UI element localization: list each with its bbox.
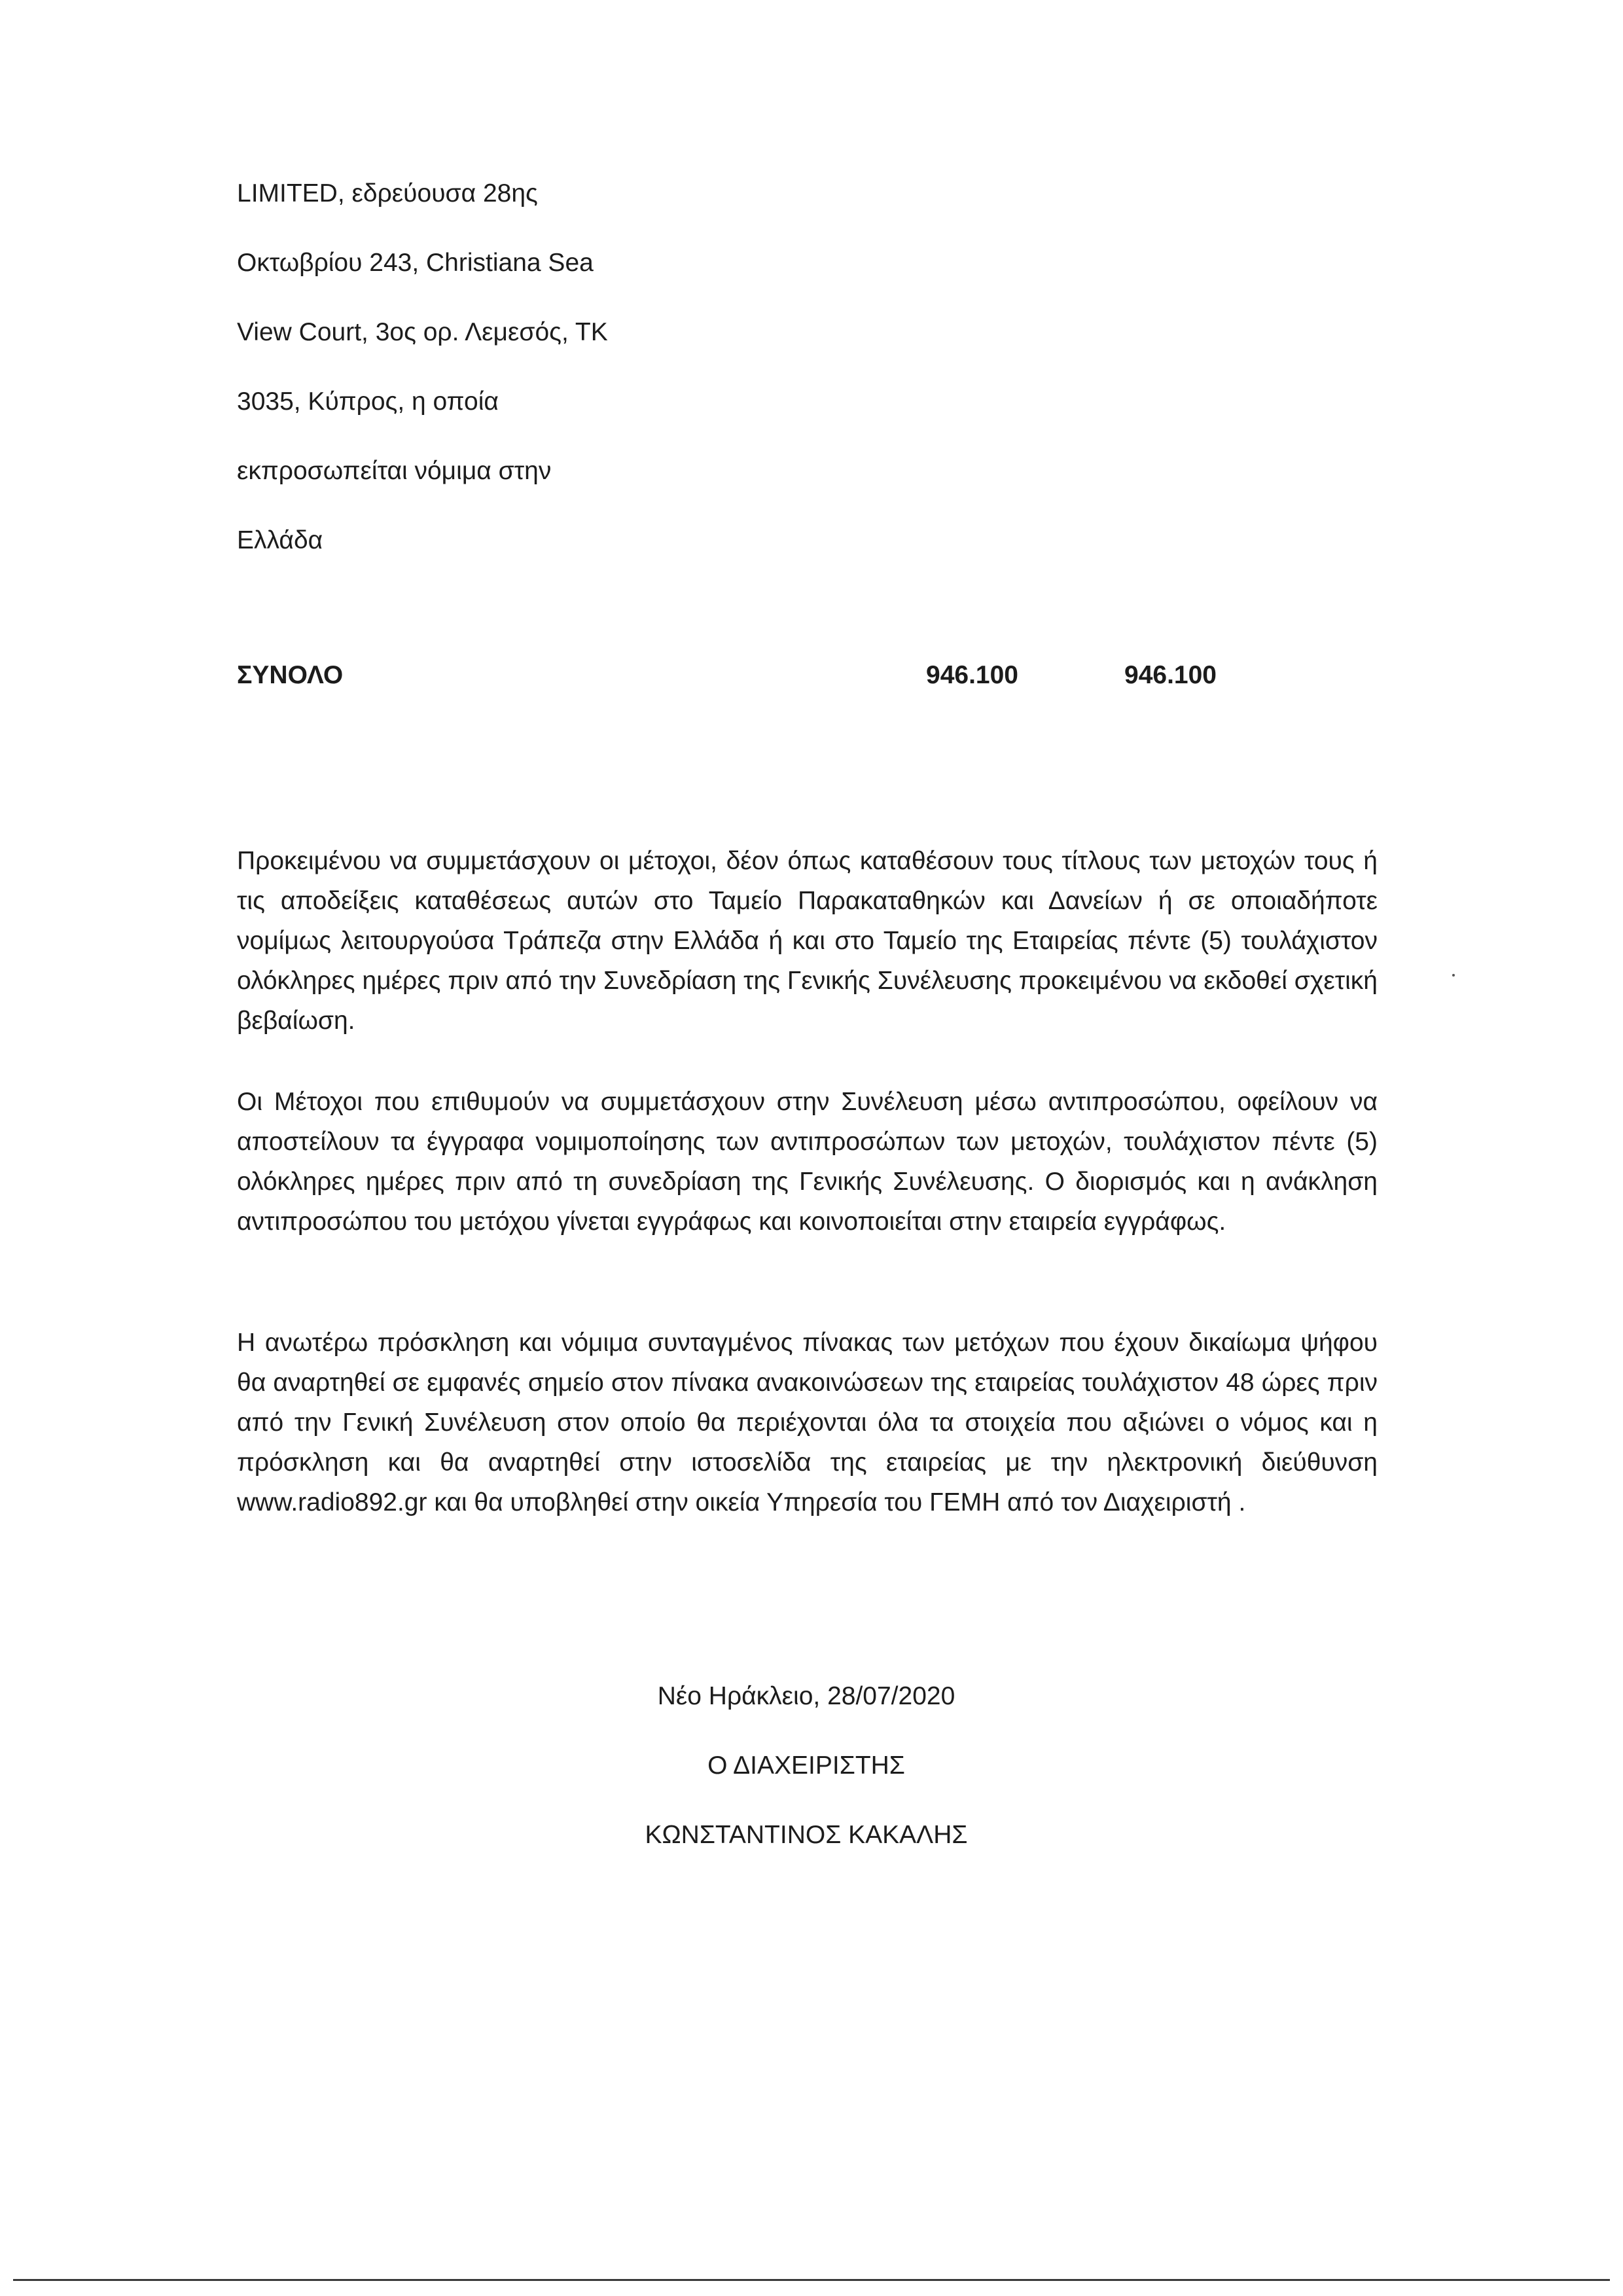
total-value-1: 946.100 xyxy=(926,661,1018,689)
footer-rule xyxy=(13,2279,1610,2281)
signature-name: ΚΩΝΣΤΑΝΤΙΝΟΣ ΚΑΚΑΛΗΣ xyxy=(645,1821,968,1849)
total-value-2: 946.100 xyxy=(1124,661,1217,689)
signature-role: Ο ΔΙΑΧΕΙΡΙΣΤΗΣ xyxy=(707,1751,905,1780)
address-line-5: εκπροσωπείται νόμιμα στην xyxy=(237,457,552,485)
address-line-4: 3035, Κύπρος, η οποία xyxy=(237,387,499,416)
signature-place-date: Νέο Ηράκλειο, 28/07/2020 xyxy=(657,1682,955,1710)
address-line-2: Οκτωβρίου 243, Christiana Sea xyxy=(237,249,594,277)
address-line-3: View Court, 3ος ορ. Λεμεσός, ΤΚ xyxy=(237,318,608,346)
address-line-1: LIMITED, εδρεύουσα 28ης xyxy=(237,179,538,207)
total-label: ΣΥΝΟΛΟ xyxy=(237,661,344,689)
scan-speck xyxy=(1452,974,1455,977)
paragraph-deposit-shares: Προκειμένου να συμμετάσχουν οι μέτοχοι, δέον όπως καταθέσουν τους τίτλους των μετοχών τους ή τις αποδείξεις καταθέσεως αυτών στο Ταμείο Παρακαταθηκών και Δανείων ή σε οποιαδήποτε νομίμως λειτουργούσα Τράπεζα στην Ελλάδα ή και στο Ταμείο της Εταιρείας πέντε (5) τουλάχιστον ολόκληρες ημέρες πριν από την Συνεδρίαση της Γενικής Συνέλευσης προκειμένου να εκδοθεί σχετική βεβαίωση. xyxy=(237,847,1378,1035)
paragraph-publication: Η ανωτέρω πρόσκληση και νόμιμα συνταγμένος πίνακας των μετόχων που έχουν δικαίωμα ψήφου θα αναρτηθεί σε εμφανές σημείο στον πίνακα ανακοινώσεων της εταιρείας τουλάχιστον 48 ώρες πριν από την Γενική Συνέλευση στον οποίο θα περιέχονται όλα τα στοιχεία που αξιώνει ο νόμος και η πρόσκληση και θα αναρτηθεί στην ιστοσελίδα της εταιρείας με την ηλεκτρονική διεύθυνση www.radio892.gr και θα υποβληθεί στην οικεία Υπηρεσία του ΓΕΜΗ από τον Διαχειριστή . xyxy=(237,1329,1378,1516)
paragraph-proxies: Οι Μέτοχοι που επιθυμούν να συμμετάσχουν στην Συνέλευση μέσω αντιπροσώπου, οφείλουν να αποστείλουν τα έγγραφα νομιμοποίησης των αντιπροσώπων των μετοχών, τουλάχιστον πέντε (5) ολόκληρες ημέρες πριν από τη συνεδρίαση της Γενικής Συνέλευσης. Ο διορισμός και η ανάκληση αντιπροσώπου του μετόχου γίνεται εγγράφως και κοινοποιείται στην εταιρεία εγγράφως. xyxy=(237,1088,1378,1236)
address-line-6: Ελλάδα xyxy=(237,526,323,554)
total-row xyxy=(0,661,1623,700)
